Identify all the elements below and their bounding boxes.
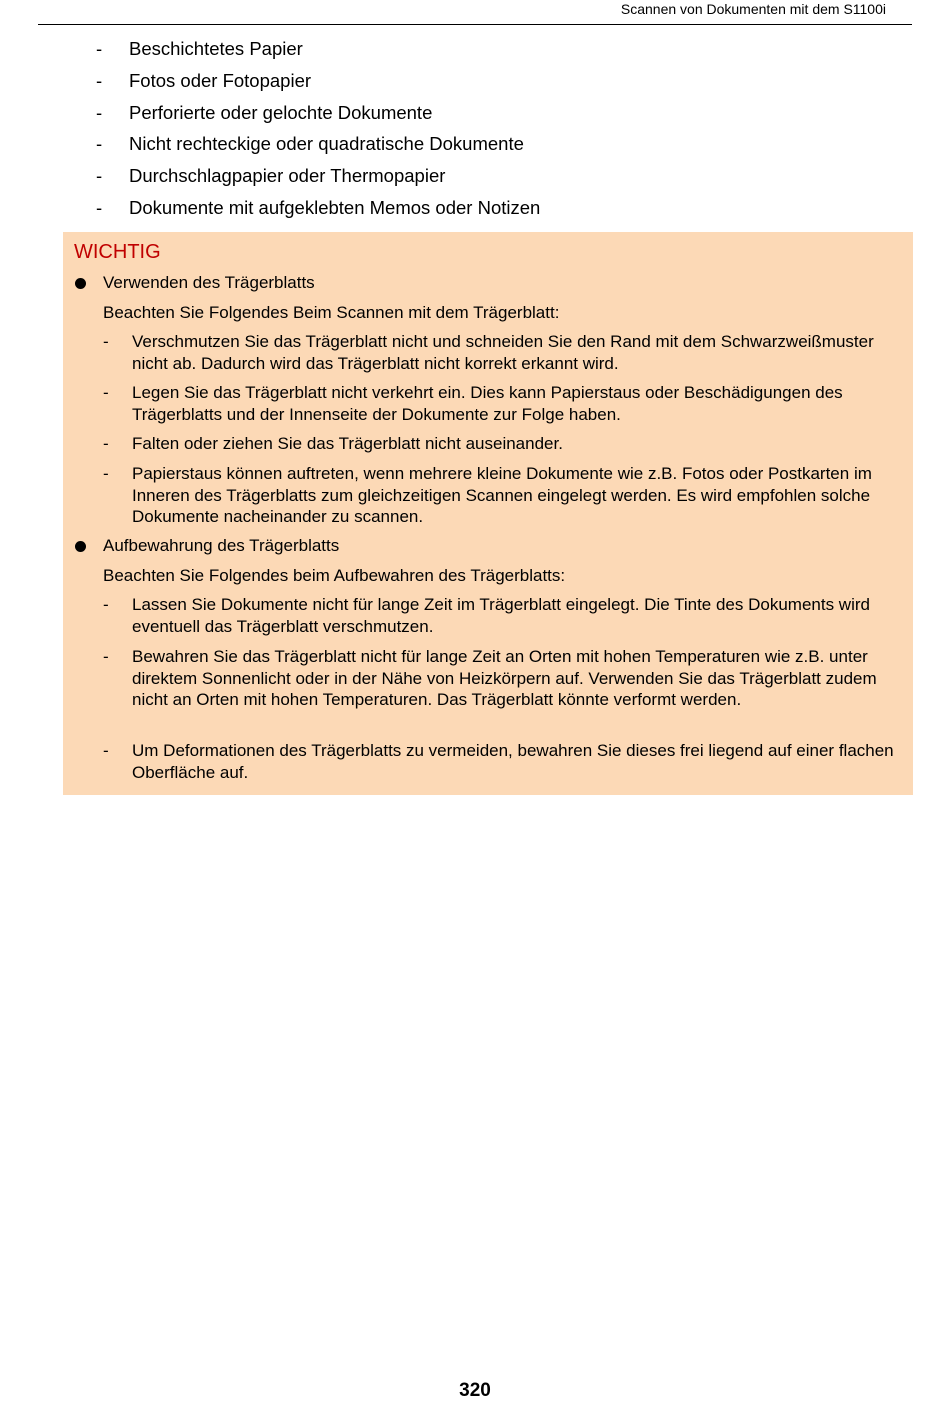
list-item-text: Dokumente mit aufgeklebten Memos oder Notizen [129,196,541,218]
list-item-text: Perforierte oder gelochte Dokumente [129,101,433,123]
section-heading-carrier-sheet-usage [103,272,315,294]
list-dash: - [103,741,109,760]
list-item-text: Fotos oder Fotopapier [129,69,312,91]
note-item-text: Falten oder ziehen Sie das Trägerblatt nicht auseinander. [132,434,563,453]
note-item [103,594,903,637]
note-item-text: Verschmutzen Sie das Trägerblatt nicht und schneiden Sie den Rand mit dem Schwarzweißmuster nicht ab. Dadurch wird das Trägerblatt nicht korrekt erkannt wird. [132,332,874,373]
bullet-icon [75,278,86,289]
list-dash: - [96,38,103,59]
section-heading-carrier-sheet-storage [103,535,339,557]
important-note-title: WICHTIG [74,241,161,263]
note-item-text: Um Deformationen des Trägerblatts zu vermeiden, bewahren Sie dieses frei liegend auf einer flachen Oberfläche auf. [132,741,894,782]
list-dash: - [96,69,103,91]
list-item-text: Durchschlagpapier oder Thermopapier [129,165,446,187]
list-dash: - [103,464,109,483]
list-dash: - [96,196,103,218]
note-item-text: Lassen Sie Dokumente nicht für lange Zeit im Trägerblatt eingelegt. Die Tinte des Dokuments wird eventuell das Trägerblatt verschmutzen. [132,595,870,636]
note-item-text: Bewahren Sie das Trägerblatt nicht für lange Zeit an Orten mit hohen Temperaturen wie z.B. unter direktem Sonnenlicht oder in der Nähe von Heizkörpern auf. Verwenden Sie das Trägerblatt zudem nicht an Orten mit hohen Temperaturen. Das Trägerblatt könnte verformt werden. [132,647,877,710]
note-item-text: Papierstaus können auftreten, wenn mehrere kleine Dokumente wie z.B. Fotos oder Postkarten im Inneren des Trägerblatts zum gleichzeitigen Scannen eingelegt werden. Es wird empfohlen solche Dokumente nacheinander zu scannen. [132,464,872,527]
section-heading-text: Aufbewahrung des Trägerblatts [103,536,340,555]
note-item [103,740,903,783]
page-number: 320 [459,1380,491,1401]
page-header [38,0,912,25]
list-dash: - [96,133,103,155]
header-title: Scannen von Dokumenten mit dem S1100i [620,1,886,17]
note-item-text: Legen Sie das Trägerblatt nicht verkehrt ein. Dies kann Papierstaus oder Beschädigungen des Trägerblatts und der Innenseite der Dokumente zur Folge haben. [132,383,843,424]
note-item [103,646,903,711]
list-dash: - [96,101,103,123]
note-item [103,463,903,528]
note-item [103,433,903,455]
list-dash: - [103,383,109,402]
important-note-box [63,232,913,795]
section-heading-text: Verwenden des Trägerblatts [103,273,315,292]
list-dash: - [96,165,103,187]
list-item-text: Nicht rechteckige oder quadratische Dokumente [129,133,524,155]
list-dash: - [103,434,109,453]
note-item [103,331,903,374]
note-item [103,382,903,425]
section-intro: Beachten Sie Folgendes beim Aufbewahren des Trägerblatts: [103,566,566,585]
list-dash: - [103,332,109,351]
bullet-icon [75,541,86,552]
list-dash: - [103,595,109,614]
section-intro: Beachten Sie Folgendes Beim Scannen mit dem Trägerblatt: [103,303,560,322]
list-dash: - [103,647,109,666]
list-item-text: Beschichtetes Papier [129,38,303,59]
